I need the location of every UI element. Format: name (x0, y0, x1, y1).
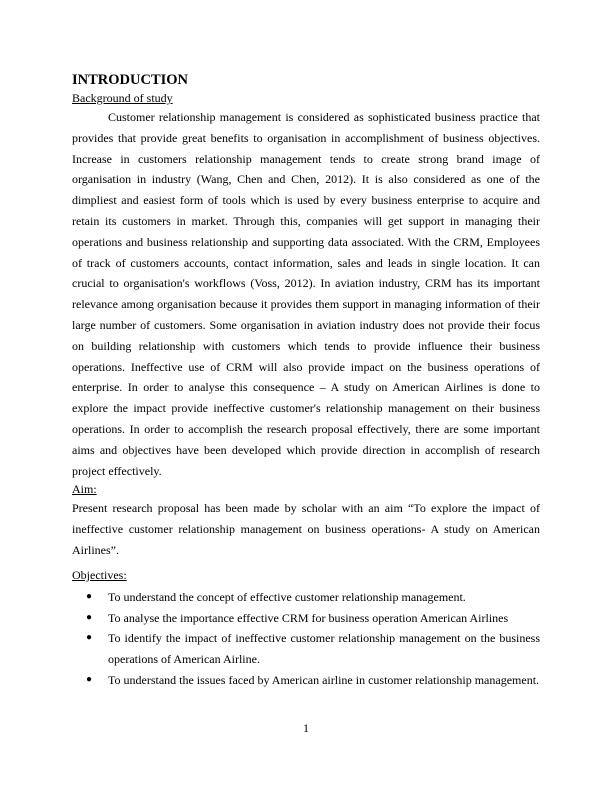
aim-label: Aim: (72, 482, 97, 497)
list-item (72, 670, 540, 691)
objective-text: To understand the issues faced by American airline in customer relationship management. (108, 672, 540, 687)
document-page (72, 71, 540, 691)
background-of-study-label: Background of study (72, 91, 173, 105)
objective-text: To understand the concept of effective customer relationship management. (108, 589, 466, 604)
objective-text: To analyse the importance effective CRM for business operation American Airlines (108, 610, 509, 625)
list-item (72, 587, 540, 608)
objectives-label: Objectives: (72, 567, 127, 582)
page-title: INTRODUCTION (72, 72, 189, 88)
bullet-icon: ● (86, 673, 93, 685)
background-paragraph: Customer relationship management is considered as sophisticated business practice that provides that provide great benefits to organisation in accomplishment of business objectives. Increase in customers relationship management tends to create strong brand image of organisation in industry (Wang, Chen and Chen, 2012). It is also considered as one of the dimpliest and easiest form of tools which is used by every business enterprise to acquire and retain its customers in market. Through this, companies will get support in managing their operations and business relationship and supporting data associated. With the CRM, Employees of track of customers accounts, contact information, sales and leads in single location. It can crucial to organisation's workflows (Voss, 2012). In aviation industry, CRM has its important relevance among organisation because it provides them support in managing information of their large number of customers. Some organisation in aviation industry does not provide their focus on building relationship with customers which tends to provide influence their business operations. Ineffective use of CRM will also provide impact on the business operations of enterprise. In order to analyse this consequence – A study on American Airlines is done to explore the impact provide ineffective customer's relationship management on their business operations. In order to accomplish the research proposal effectively, there are some important aims and objectives have been developed which provide direction in accomplish of research project effectively. (72, 110, 540, 478)
bullet-icon: ● (86, 611, 93, 623)
objective-text: To identify the impact of ineffective customer relationship management on the business operations of American Airline. (108, 631, 540, 667)
objectives-list (72, 587, 540, 691)
aim-paragraph: Present research proposal has been made by scholar with an aim “To explore the impact of ineffective customer relationship management on business operations- A study on American Airlines”. (72, 501, 540, 557)
page-number: 1 (303, 721, 309, 735)
bullet-icon: ● (86, 590, 93, 602)
list-item (72, 608, 540, 629)
list-item (72, 628, 540, 670)
bullet-icon: ● (86, 632, 93, 644)
